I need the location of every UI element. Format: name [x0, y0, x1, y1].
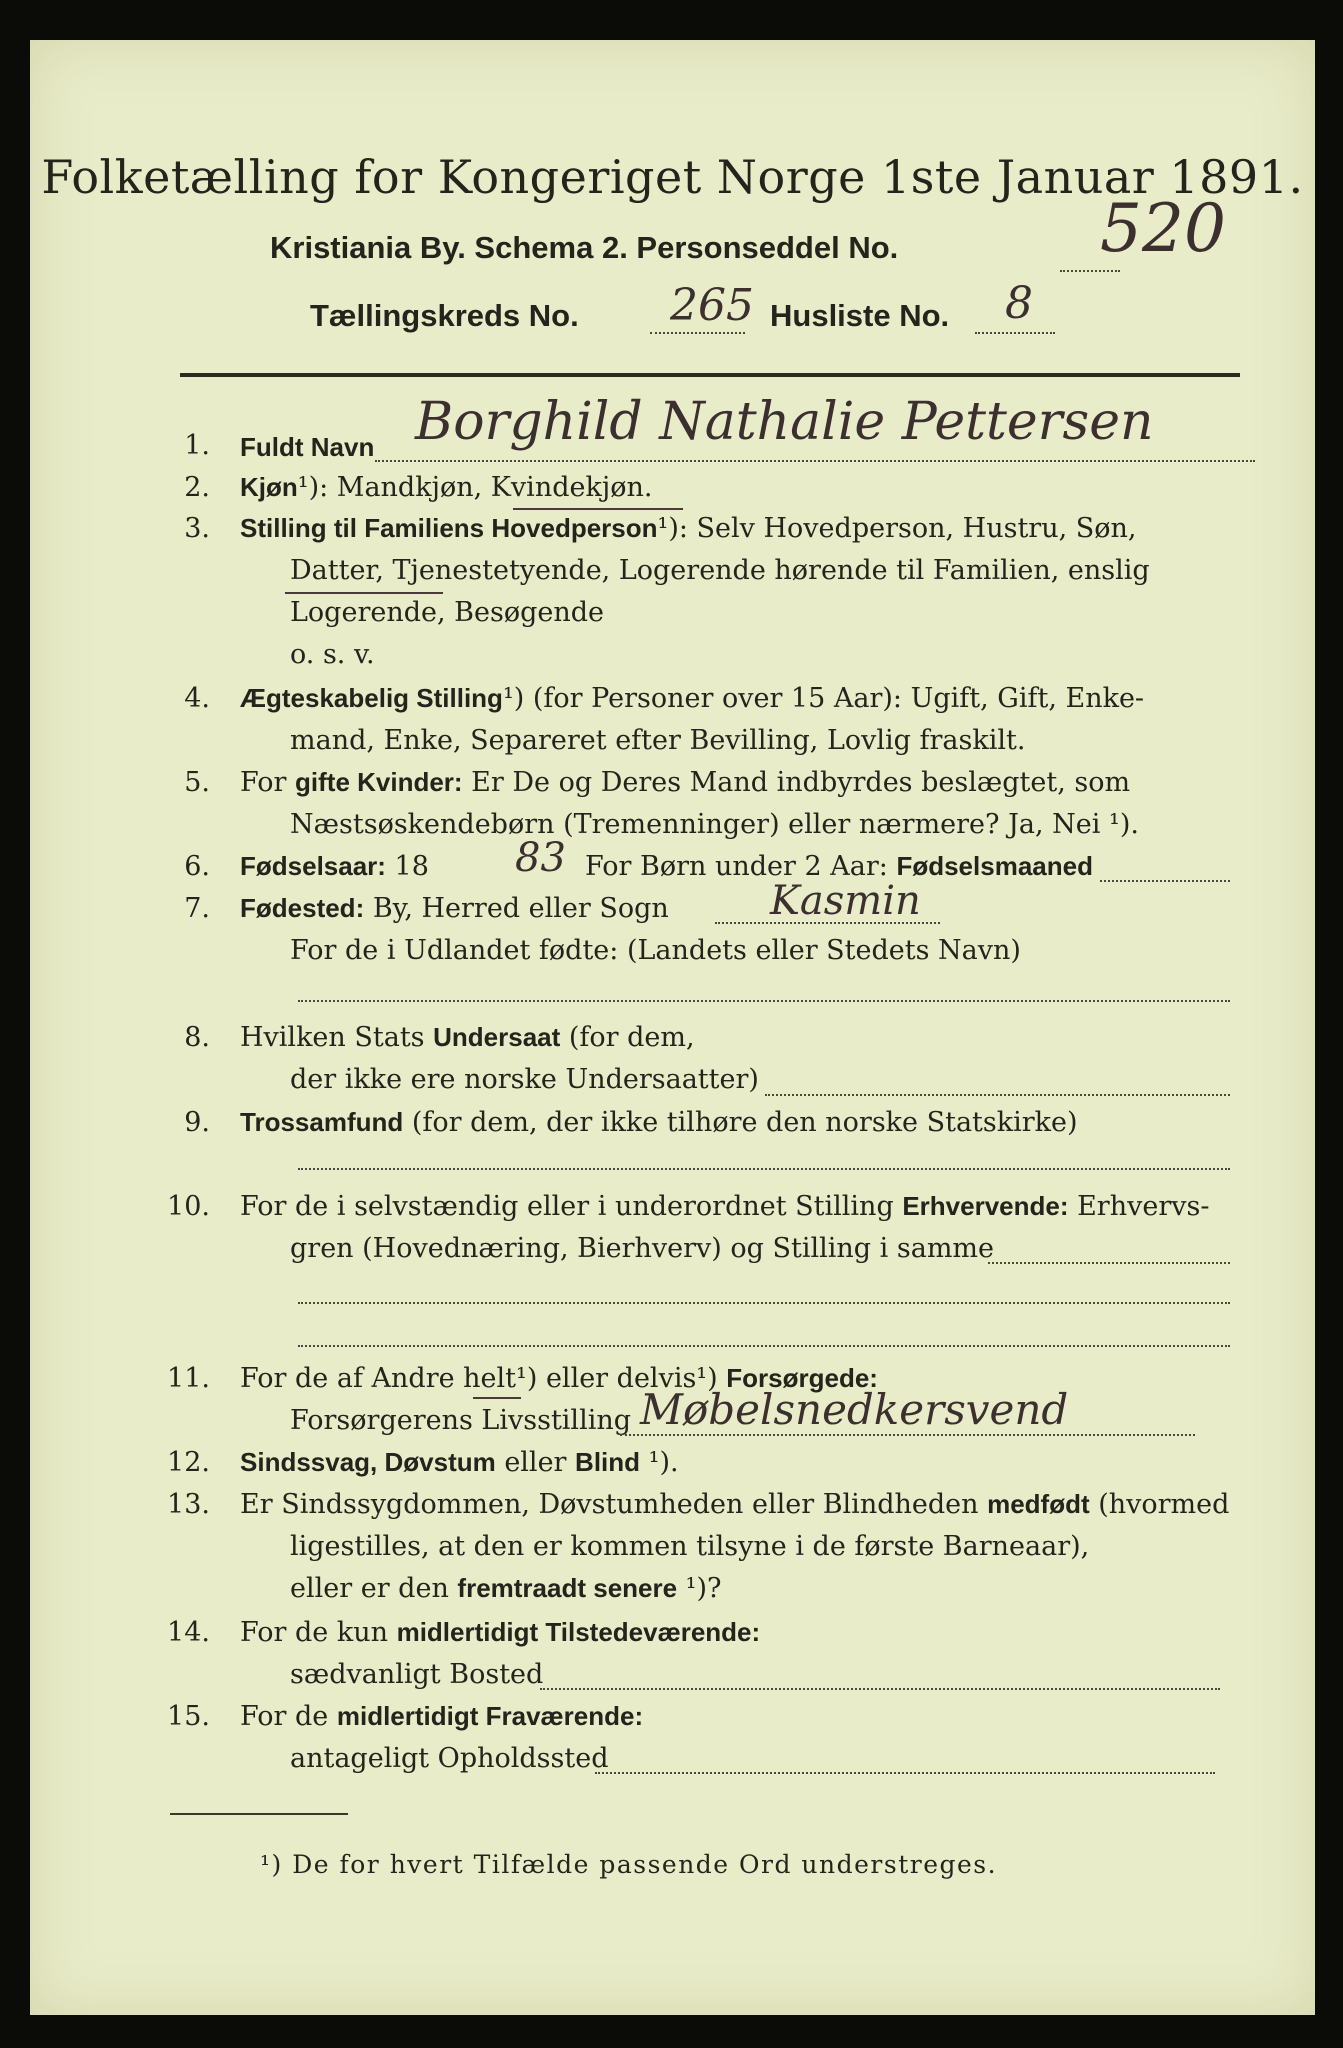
item-label: Erhvervende: [902, 1191, 1069, 1221]
item-label: Undersaat [433, 1022, 561, 1052]
item-text: 18 [385, 851, 429, 882]
item-line: ligestilles, at den er kommen tilsyne i de første Barneaar), [290, 1531, 1090, 1562]
item-label: medfødt [987, 1489, 1090, 1519]
item-text: Hvilken Stats [240, 1022, 434, 1053]
item-line: antageligt Opholdssted [290, 1743, 609, 1774]
item-label: Fødselsaar: [240, 851, 386, 881]
item-line: Logerende, Besøgende [290, 597, 604, 628]
husliste-label: Husliste No. [770, 298, 950, 333]
personseddel-number: 520 [1100, 190, 1226, 267]
item-label: Kjøn [240, 472, 298, 502]
item-line: For de i Udlandet fødte: (Landets eller Stedets Navn) [290, 935, 1021, 966]
birth-year-value: 83 [515, 835, 566, 881]
item-line: o. s. v. [290, 639, 375, 670]
item-row [240, 1447, 679, 1478]
item-row [240, 1701, 643, 1732]
item-line: der ikke ere norske Undersaatter) [290, 1064, 759, 1095]
item-number: 7. [184, 893, 210, 924]
erhverv-dots [988, 1262, 1230, 1264]
form-title: Folketælling for Kongeriget Norge 1ste Januar 1891. [41, 150, 1304, 204]
item-line: Forsørgerens Livsstilling [290, 1405, 632, 1436]
underline-mark [473, 1397, 521, 1399]
item-number: 6. [184, 851, 210, 882]
personseddel-dots [1060, 270, 1120, 272]
erhverv-dots-3 [298, 1345, 1230, 1347]
item-text: (hvormed [1089, 1489, 1230, 1520]
forsorger-dots [620, 1434, 1195, 1436]
item-label: Ægteskabelig Stilling [240, 683, 503, 713]
item-label: Trossamfund [240, 1107, 404, 1137]
item-row [240, 893, 669, 924]
item-text: eller er den [290, 1573, 458, 1604]
city-schema-label: Kristiania By. Schema 2. Personseddel No. [270, 230, 899, 265]
item-text: ¹): Selv Hovedperson, Hustru, Søn, [657, 513, 1137, 544]
item-text: For de kun [240, 1617, 397, 1648]
item-row [240, 1191, 1209, 1222]
item-label: Fuldt Navn [240, 432, 375, 462]
birthplace-value: Kasmin [770, 878, 921, 924]
header-rule [180, 373, 1240, 377]
footnote-rule [170, 1813, 348, 1815]
item-text: Erhvervs- [1068, 1191, 1210, 1222]
item-number: 5. [184, 767, 210, 798]
item-line: Næstsøskendebørn (Tremenninger) eller nærmere? Ja, Nei ¹). [290, 809, 1139, 840]
item-number: 2. [184, 472, 210, 503]
item-number: 3. [184, 513, 210, 544]
item-row [240, 1617, 760, 1648]
item-label: Fødested: [240, 893, 365, 923]
undersaat-dots [765, 1094, 1230, 1096]
name-dots [375, 460, 1255, 462]
underline-mark [513, 508, 683, 510]
item-label: Forsørgede: [726, 1363, 878, 1393]
item-label: Fødselsmaaned [896, 851, 1093, 881]
item-text: ¹): Mandkjøn, Kvindekjøn. [297, 472, 653, 503]
birth-month-dots [1100, 880, 1230, 882]
item-label: Stilling til Familiens Hovedperson [240, 513, 658, 543]
underline-mark [285, 592, 443, 594]
item-label: Blind [575, 1447, 641, 1477]
item-text: (for dem, der ikke tilhøre den norske Statskirke) [403, 1107, 1078, 1138]
census-form-sheet [30, 40, 1315, 2015]
kreds-dots [650, 332, 745, 334]
item-text: By, Herred eller Sogn [364, 893, 669, 924]
kreds-label: Tællingskreds No. [310, 298, 579, 333]
item-text: (for dem, [560, 1022, 695, 1053]
bosted-dots [540, 1688, 1220, 1690]
erhverv-dots-2 [298, 1302, 1230, 1304]
item-row [240, 1022, 695, 1053]
item-number: 11. [167, 1363, 210, 1394]
item-text: Er De og Deres Mand indbyrdes beslægtet, som [462, 767, 1131, 798]
item-row [240, 513, 1136, 544]
husliste-number: 8 [1005, 278, 1033, 329]
opholdssted-dots [595, 1772, 1215, 1774]
item-text: For [240, 767, 296, 798]
item-label: midlertidigt Fraværende: [336, 1701, 644, 1731]
item-text: For de i selvstændig eller i underordnet Stilling [240, 1191, 903, 1222]
item-label: fremtraadt senere [457, 1573, 678, 1603]
item-number: 13. [167, 1489, 210, 1520]
item-number: 8. [184, 1022, 210, 1053]
item-number: 12. [167, 1447, 210, 1478]
item-text: ¹)? [677, 1573, 722, 1604]
item-line: sædvanligt Bosted [290, 1659, 544, 1690]
item-text: For de [240, 1701, 337, 1732]
item-number: 14. [167, 1617, 210, 1648]
item-row [240, 1489, 1229, 1520]
item-text: ¹) (for Personer over 15 Aar): Ugift, Gift, Enke- [502, 683, 1145, 714]
item-row [240, 683, 1144, 714]
item-line: Datter, Tjenestetyende, Logerende hørende til Familien, enslig [290, 555, 1150, 586]
item-label: Sindssvag, Døvstum [240, 1447, 496, 1477]
footnote: ¹) De for hvert Tilfælde passende Ord understreges. [260, 1850, 998, 1879]
item-row [240, 767, 1130, 798]
kreds-number: 265 [670, 280, 754, 331]
provider-occupation-value: Møbelsnedkersvend [640, 1385, 1069, 1434]
item-number: 10. [167, 1191, 210, 1222]
husliste-dots [975, 332, 1055, 334]
item-line: gren (Hovednæring, Bierhverv) og Stilling i samme [290, 1233, 995, 1264]
item-label: gifte Kvinder: [295, 767, 463, 797]
abroad-dots [298, 1000, 1230, 1002]
item-row [290, 1573, 722, 1604]
item-number: 4. [184, 683, 210, 714]
item-text: ¹). [640, 1447, 679, 1478]
item-number: 1. [184, 430, 210, 461]
item-label: midlertidigt Tilstedeværende: [396, 1617, 761, 1647]
item-text: For de af Andre helt¹) eller delvis¹) [240, 1363, 727, 1394]
item-text: For Børn under 2 Aar: [585, 851, 897, 882]
trossamfund-dots [298, 1168, 1230, 1170]
item-row [240, 851, 429, 882]
full-name-value: Borghild Nathalie Pettersen [415, 392, 1154, 452]
item-row [240, 472, 652, 503]
item-number: 9. [184, 1107, 210, 1138]
item-row [240, 1107, 1078, 1138]
item-text: eller [495, 1447, 576, 1478]
item-line: mand, Enke, Separeret efter Bevilling, Lovlig fraskilt. [290, 725, 1026, 756]
item-text: Er Sindssygdommen, Døvstumheden eller Blindheden [240, 1489, 988, 1520]
item-number: 15. [167, 1701, 210, 1732]
